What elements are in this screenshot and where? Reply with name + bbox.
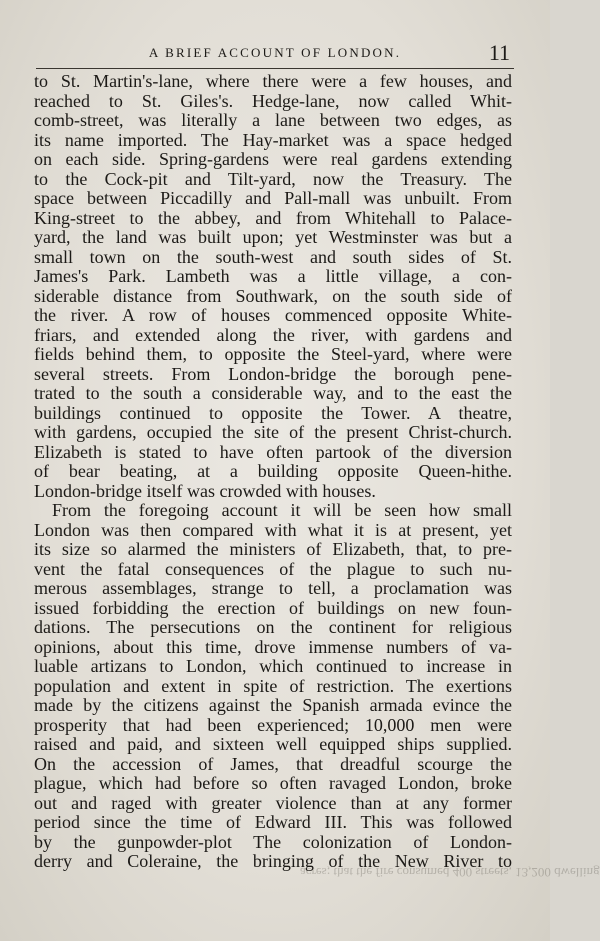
text-line: plague, which had before so often ravaged London, broke (34, 773, 512, 793)
text-line: fields behind them, to opposite the Steel-yard, where were (34, 344, 512, 364)
text-line: its size so alarmed the ministers of Elizabeth, that, to pre- (34, 539, 512, 559)
page-number: 11 (488, 40, 510, 65)
paragraph-1 (34, 72, 512, 501)
text-line: buildings continued to opposite the Tower. A theatre, (34, 402, 512, 423)
text-line: Elizabeth is stated to have often partook of the diversion (34, 441, 512, 462)
text-line: London was then compared with what it is at present, yet (34, 519, 512, 540)
bleed-through-text: acres; that the fire consumed 400 streets, 13,200 dwelling (300, 865, 600, 880)
header-rule (36, 68, 514, 69)
body-text (34, 72, 512, 872)
running-title: A BRIEF ACCOUNT OF LONDON. (148, 45, 402, 60)
text-line: trated to the south a considerable way, and to the east the (34, 383, 512, 403)
text-line: its name imported. The Hay-market was a space hedged (34, 129, 512, 150)
text-line: on each side. Spring-gardens were real gardens extending (34, 149, 512, 169)
text-line: prosperity that had been experienced; 10,000 men were (34, 714, 512, 735)
text-line: with gardens, occupied the site of the present Christ-church. (34, 422, 512, 442)
text-line: to St. Martin's-lane, where there were a few houses, and (34, 71, 512, 91)
text-line: comb-street, was literally a lane between two edges, as (34, 110, 512, 130)
text-line: friars, and extended along the river, with gardens and (34, 324, 512, 345)
text-line: From the foregoing account it will be seen how small (52, 500, 512, 520)
text-line: the river. A row of houses commenced opposite White- (34, 305, 512, 325)
text-line: King-street to the abbey, and from Whitehall to Palace- (34, 207, 512, 228)
text-line: merous assemblages, strange to tell, a proclamation was (34, 578, 512, 598)
text-line: reached to St. Giles's. Hedge-lane, now called Whit- (34, 90, 512, 111)
text-line: James's Park. Lambeth was a little village, a con- (34, 266, 512, 286)
text-line: population and extent in spite of restriction. The exertions (34, 675, 512, 696)
text-line: vent the fatal consequences of the plague to such nu- (34, 558, 512, 579)
text-line: opinions, about this time, drove immense numbers of va- (34, 636, 512, 657)
text-line: yard, the land was built upon; yet Westminster was but a (34, 227, 512, 247)
text-line: raised and paid, and sixteen well equipped ships supplied. (34, 734, 512, 754)
text-line: by the gunpowder-plot The colonization of London- (34, 831, 512, 852)
text-line: derry and Coleraine, the bringing of the New River to (34, 851, 512, 871)
text-line: small town on the south-west and south sides of St. (34, 246, 512, 267)
running-head (36, 40, 514, 66)
text-line: London-bridge itself was crowded with houses. (34, 480, 376, 501)
text-line: to the Cock-pit and Tilt-yard, now the Treasury. The (34, 168, 512, 189)
text-line: luable artizans to London, which continued to increase in (34, 656, 512, 676)
text-line: On the accession of James, that dreadful scourge the (34, 753, 512, 774)
text-line: several streets. From London-bridge the borough pene- (34, 363, 512, 384)
text-line: period since the time of Edward III. This was followed (34, 812, 512, 832)
text-line: dations. The persecutions on the continent for religious (34, 617, 512, 637)
text-line: space between Piccadilly and Pall-mall was unbuilt. From (34, 188, 512, 208)
text-line: out and raged with greater violence than at any former (34, 792, 512, 813)
text-line: made by the citizens against the Spanish armada evince the (34, 695, 512, 715)
text-line: siderable distance from Southwark, on the south side of (34, 285, 512, 306)
text-line: of bear beating, at a building opposite Queen-hithe. (34, 461, 512, 481)
paragraph-2 (34, 501, 512, 872)
text-line: issued forbidding the erection of buildings on new foun- (34, 597, 512, 618)
